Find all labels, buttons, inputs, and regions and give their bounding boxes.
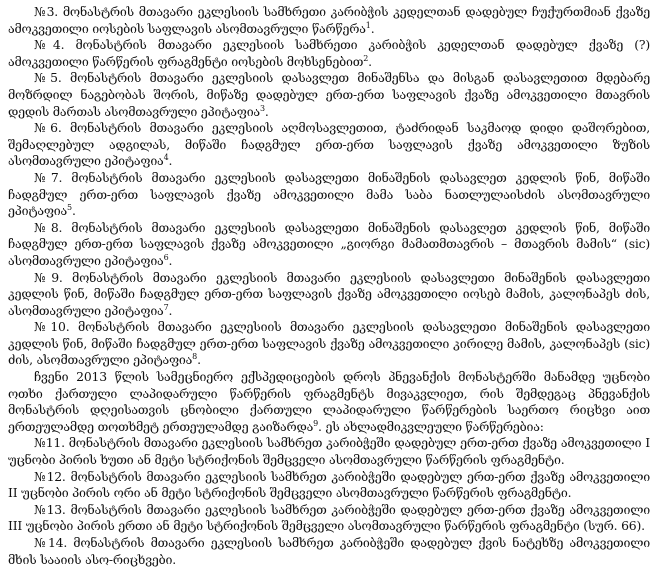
footnote-ref: 7 <box>163 302 169 312</box>
paragraph-8: №8. მონასტრის მთავარი ეკლესიის დასავლეთი მინაშენის დასავლეთ კედლის წინ, მიწაში ჩადგმულ ერთ-ერთ საფლავის ქვაზე ამოკვეთილი „გიორგი მამათმთავრის – მთავრის მამის“ (sic) ასომთავრული ეპიტაფია$^6$. <box>8 219 650 268</box>
paragraph-3: №3. მონასტრის მთავარი ეკლესიის სამხრეთი კარიბჭის კედელთან დადებულ ჩუქურთმიან ქვაზე ამოკვეთილი იოსების საფლავის ასომთავრული წარწერა$^1$. <box>8 4 650 36</box>
footnote-ref: 1 <box>365 20 371 30</box>
footnote-ref: 6 <box>163 252 169 262</box>
footnote-ref: 5 <box>67 203 72 212</box>
footnote-ref: 3 <box>259 103 265 113</box>
paragraph-12: №12. მონასტრის მთავარი ეკლესიის სამხრეთ კარიბჭეში დადებულ ერთ-ერთ ქვაზე ამოკვეთილი II უცნობი პირის ორი ან მეტი სტრიქონის შემცველი ასომთავრული წარწერის ფრაგმენტი. <box>8 468 650 501</box>
paragraph-7: №7. მონასტრის მთავარი ეკლესიის დასავლეთი მინაშენის დასავლეთ კედლის წინ, მიწაში ჩადგმულ ერთ-ერთ საფლავის ქვაზე ამოკვეთილი მამა საბა ნათლულაისძის ასომთავრული ეპიტაფია$^5$. <box>8 169 650 219</box>
paragraph-intro-2013: ჩვენი 2013 წლის სამეცნიერო ექსპედიციების დროს პნევანქის მონასტერში მანამდე უცნობი ოთხი ქართული ლაპიდარული წარწერის ფრაგმენტს მივაკვლიეთ, რის შემდეგაც პნევანქის მონასტრის დღეისათვის ცნობილი ქართული ლაპიდარული წარწერების საერთო რიცხვი აით ერთეულამდე თოთხმეტ ერთეულამდე გაიზარდა$^9$. ეს ახლადმიკვლეული წარწერებია: <box>8 369 650 434</box>
footnote-ref: 4 <box>163 153 169 163</box>
paragraph-6: №6. მონასტრის მთავარი ეკლესიის აღმოსავლეთით, ტაძრიდან საკმაოდ დიდი დაშორებით, შემაღლებულ ადგილას, მიწაში ჩადგმულ ერთ-ერთ საფლავის ქვაზე ამოკვეთილი ზუზის ასომთავრული ეპიტაფია$^4$. <box>8 120 650 169</box>
footnote-ref: 8 <box>192 352 198 362</box>
footnote-ref: 2 <box>363 53 369 63</box>
footnote-ref: 9 <box>313 418 318 428</box>
paragraph-9: №9. მონასტრის მთავარი ეკლესიის მთავარი ეკლესიის დასავლეთი მინაშენის დასავლეთი კედლის წინ, მიწაში ჩადგმულ ერთ-ერთ საფლავის ქვაზე ამოკვეთილი იოსებ მამის, კალონაპეს ძის, ასომთავრული ეპიტაფია$^7$. <box>8 269 650 318</box>
paragraph-11: №11. მონასტრის მთავარი ეკლესიის სამხრეთ კარიბჭეში დადებულ ერთ-ერთ ქვაზე ამოკვეთილი I უცნობი პირის ხუთი ან მეტი სტრიქონის შემცველი ასომთავრული წარწერის ფრაგმენტი. <box>8 435 650 468</box>
paragraph-10: №10. მონასტრის მთავარი ეკლესიის მთავარი ეკლესიის დასავლეთი მინაშენის დასავლეთი კედლის წინ, მიწაში ჩადგმულ ერთ-ერთ საფლავის ქვაზე ამოკვეთილი კირილე მამის, კალონაპეს (sic) ძის, ასომთავრული ეპიტაფია$^8$. <box>8 319 650 368</box>
paragraph-5: №5. მონასტრის მთავარი ეკლესიის დასავლეთ მინაშენსა და მისგან დასავლეთით მდებარე მოზრდილ ნაგებობას შორის, მიწაზე დადებულ ერთ-ერთ საფლავის ქვაზე ამოკვეთილი მთავრის დედის მართას ასომთავრული ეპიტაფია$^3$. <box>8 70 650 119</box>
paragraph-14: №14. მონასტრის მთავარი ეკლესიის სამხრეთ კარიბჭეში დადებულ ქვის ნატეხზე ამოკვეთილი მხის სააიის ასო-რიცხვები. <box>8 535 650 567</box>
paragraph-13: №13. მონასტრის მთავარი ეკლესიის სამხრეთ კარიბჭეში დადებულ ერთ-ერთ ქვაზე ამოკვეთილი III უცნობი პირის ერთი ან მეტი სტრიქონის შემცველი ასომთავრული წარწერის ფრაგმენტი (სურ. 66). <box>8 501 650 534</box>
paragraph-4: №4. მონასტრის მთავარი ეკლესიის სამხრეთი კარიბჭის კედელთან დადებულ ქვაზე (?) ამოკვეთილი წარწერის ფრაგმენტი იოსების მოხსენებით$^2$. <box>8 37 650 69</box>
